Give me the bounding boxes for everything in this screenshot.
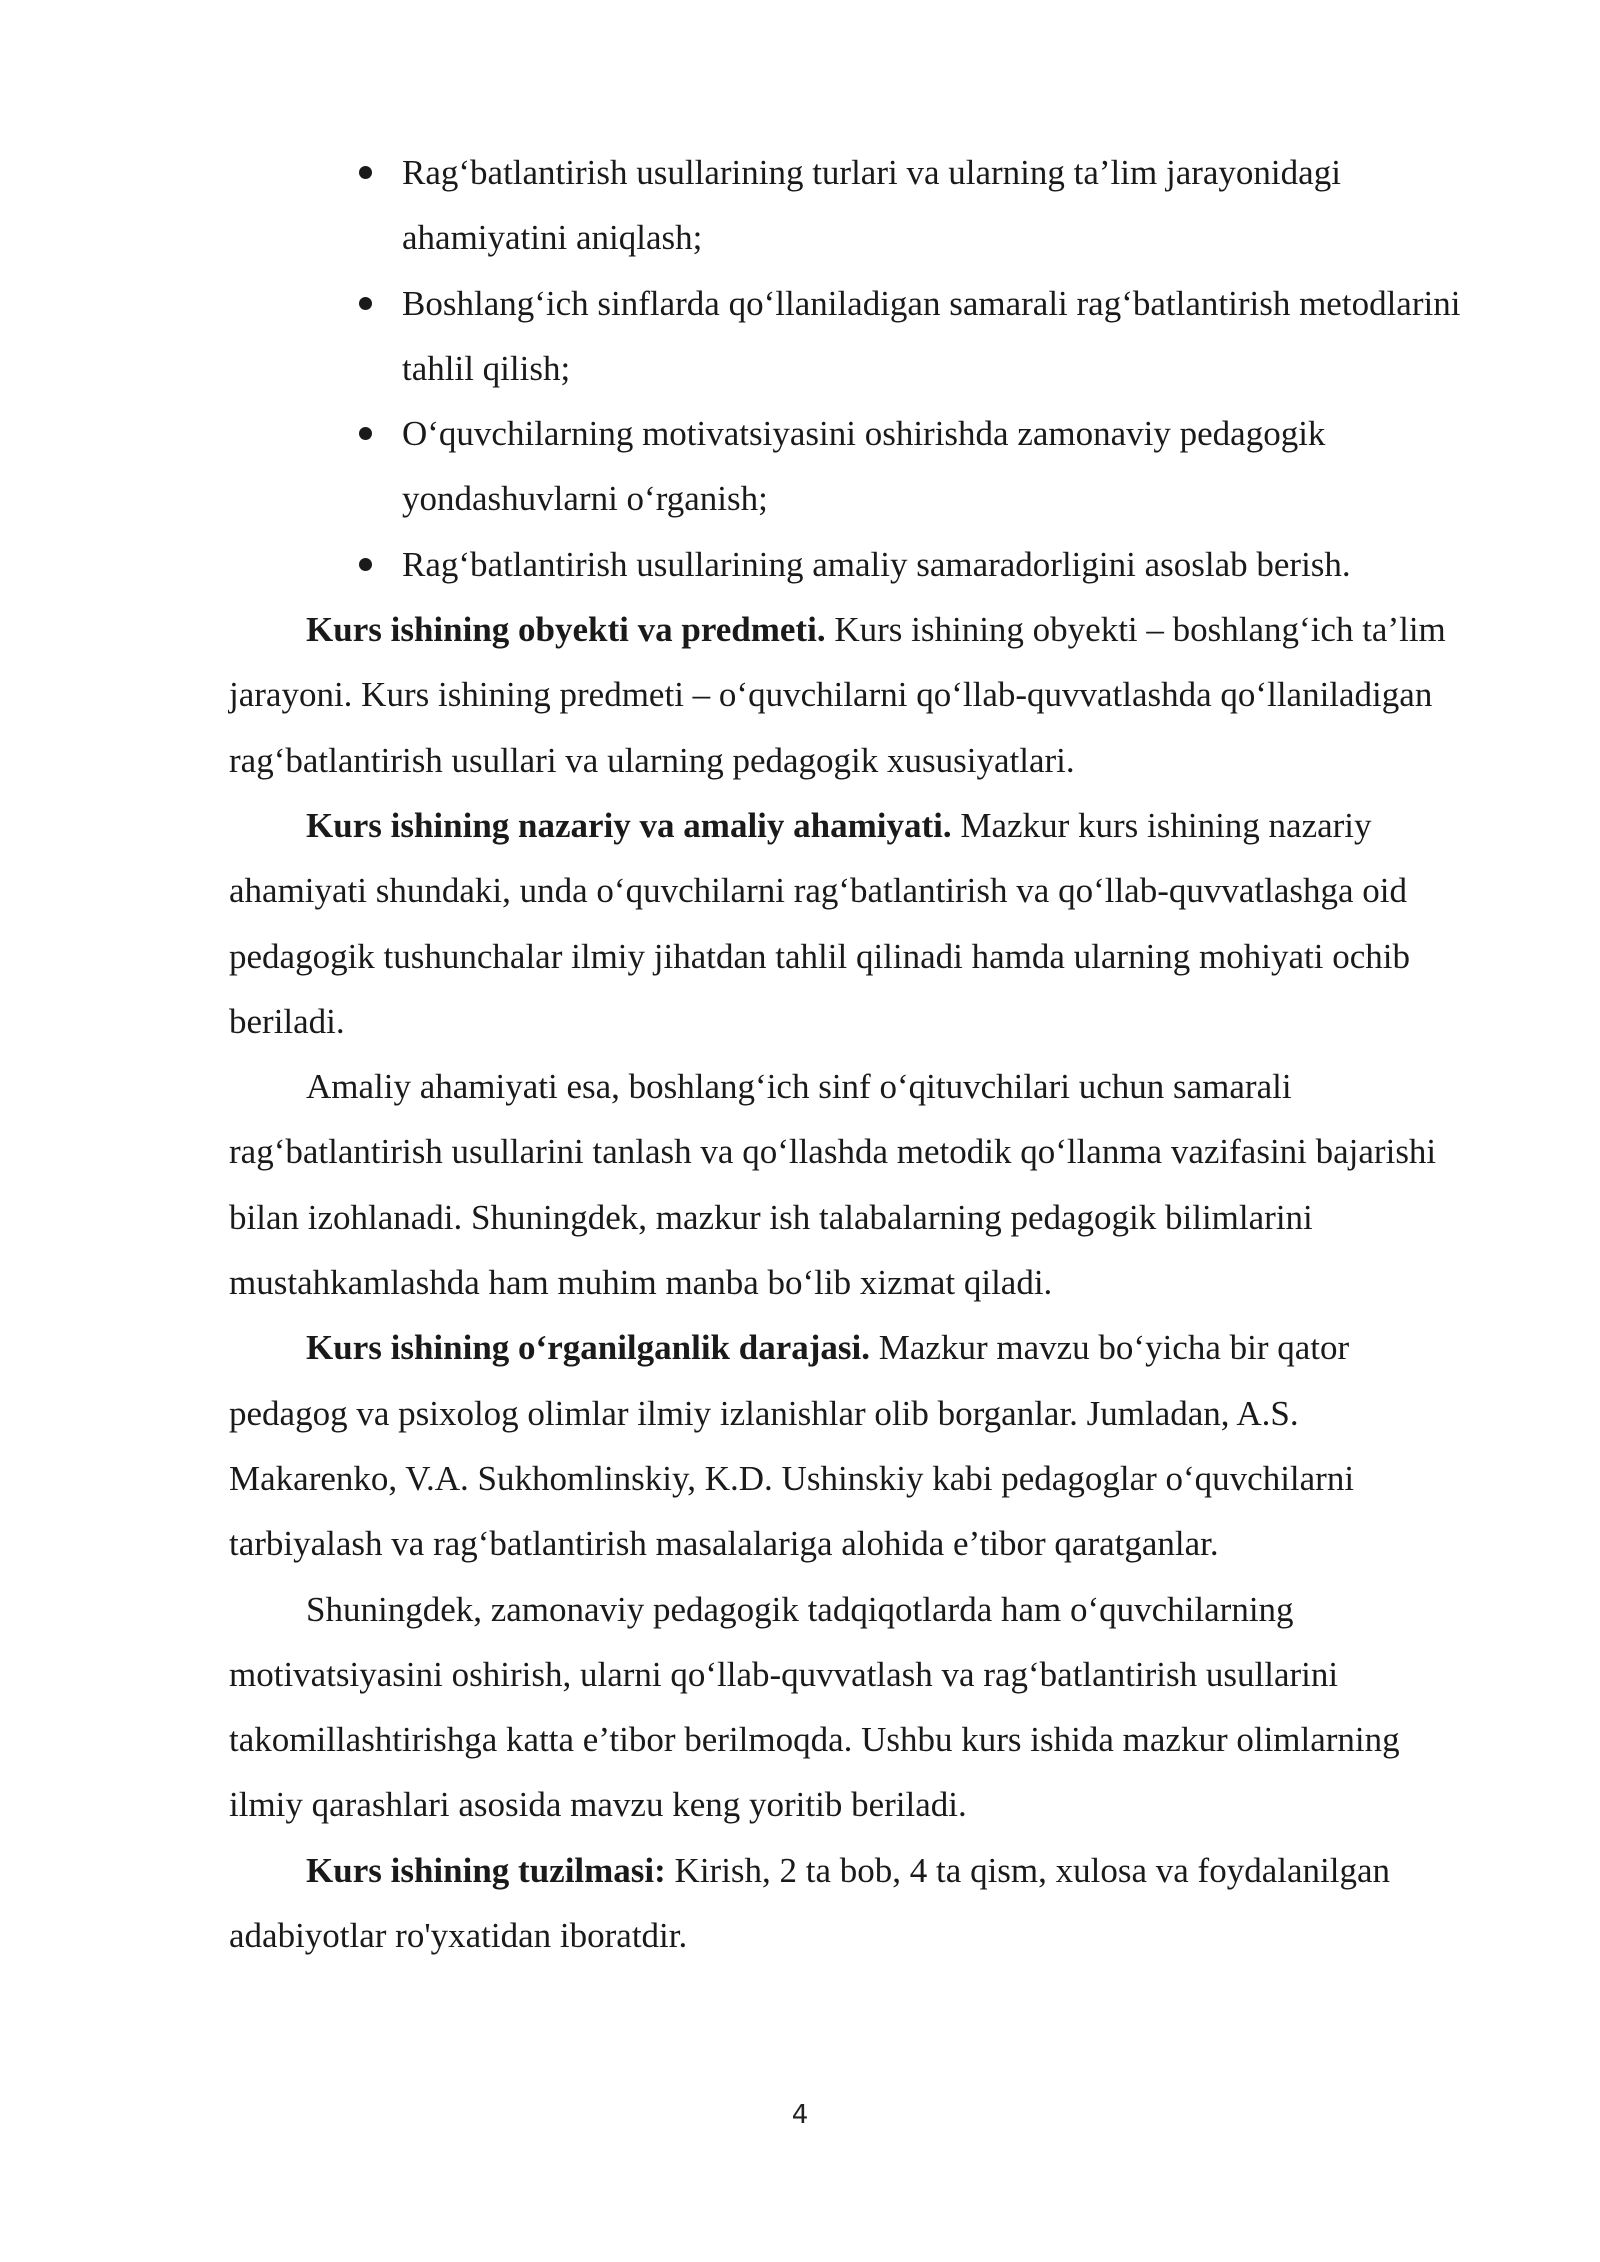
list-item xyxy=(402,532,1475,597)
paragraph-text: Mazkur kurs ishining nazariy ahamiyati shundaki, unda o‘quvchilarni rag‘batlantirish va qo‘llab-quvvatlashga oid pedagogik tushunchalar ilmiy jihatdan tahlil qilinadi hamda ularning mohiyati ochib beriladi. xyxy=(229,805,1410,1041)
document-page xyxy=(229,140,1475,1968)
bullet-icon xyxy=(359,166,372,179)
list-item xyxy=(402,140,1475,271)
paragraph-text: Kirish, 2 ta bob, 4 ta qism, xulosa va foydalanilgan adabiyotlar ro'yxatidan iboratdir. xyxy=(229,1850,1390,1956)
paragraph-text: Shuningdek, zamonaviy pedagogik tadqiqotlarda ham o‘quvchilarning motivatsiyasini oshirish, ularni qo‘llab-quvvatlash va rag‘batlantirish usullarini takomillashtirishga katta e’tibor berilmoqda. Ushbu kurs ishida mazkur olimlarning ilmiy qarashlari asosida mavzu keng yoritib beriladi. xyxy=(229,1589,1400,1825)
paragraph-text: Mazkur mavzu bo‘yicha bir qator pedagog va psixolog olimlar ilmiy izlanishlar olib borganlar. Jumladan, A.S. Makarenko, V.A. Sukhomlinskiy, K.D. Ushinskiy kabi pedagoglar o‘quvchilarni tarbiyalash va rag‘batlantirish masalalariga alohida e’tibor qaratganlar. xyxy=(229,1328,1355,1564)
paragraph-modern-research xyxy=(229,1577,1475,1838)
paragraph-heading: Kurs ishining tuzilmasi: xyxy=(306,1850,666,1890)
paragraph-significance xyxy=(229,793,1475,1054)
bullet-icon xyxy=(359,558,372,571)
paragraph-structure xyxy=(229,1838,1475,1969)
paragraph-text: Amaliy ahamiyati esa, boshlang‘ich sinf o‘qituvchilari uchun samarali rag‘batlantirish usullarini tanlash va qo‘llashda metodik qo‘llanma vazifasini bajarishi bilan izohlanadi. Shuningdek, mazkur ish talabalarning pedagogik bilimlarini mustahkamlashda ham muhim manba bo‘lib xizmat qiladi. xyxy=(229,1067,1437,1303)
page-number: 4 xyxy=(791,2100,809,2130)
list-item xyxy=(402,271,1475,402)
list-item xyxy=(402,401,1475,532)
paragraph-research-level xyxy=(229,1315,1475,1576)
objectives-list xyxy=(229,140,1475,597)
list-item-text: Boshlang‘ich sinflarda qo‘llaniladigan samarali rag‘batlantirish metodlarini tahlil qilish; xyxy=(402,283,1461,388)
list-item-text: O‘quvchilarning motivatsiyasini oshirishda zamonaviy pedagogik yondashuvlarni o‘rganish; xyxy=(402,414,1326,519)
paragraph-heading: Kurs ishining nazariy va amaliy ahamiyati. xyxy=(306,805,952,845)
list-item-text: Rag‘batlantirish usullarining amaliy samaradorligini asoslab berish. xyxy=(402,544,1351,584)
list-item-text: Rag‘batlantirish usullarining turlari va ularning ta’lim jarayonidagi ahamiyatini aniqlash; xyxy=(402,153,1341,258)
paragraph-heading: Kurs ishining obyekti va predmeti. xyxy=(306,610,826,650)
bullet-icon xyxy=(359,297,372,310)
paragraph-practical-significance xyxy=(229,1054,1475,1315)
paragraph-heading: Kurs ishining o‘rganilganlik darajasi. xyxy=(306,1328,871,1368)
bullet-icon xyxy=(359,427,372,440)
paragraph-text: Kurs ishining obyekti – boshlang‘ich ta’lim jarayoni. Kurs ishining predmeti – o‘quvchilarni qo‘llab-quvvatlashda qo‘llaniladigan rag‘batlantirish usullari va ularning pedagogik xususiyatlari. xyxy=(229,610,1446,780)
paragraph-object-subject xyxy=(229,597,1475,793)
